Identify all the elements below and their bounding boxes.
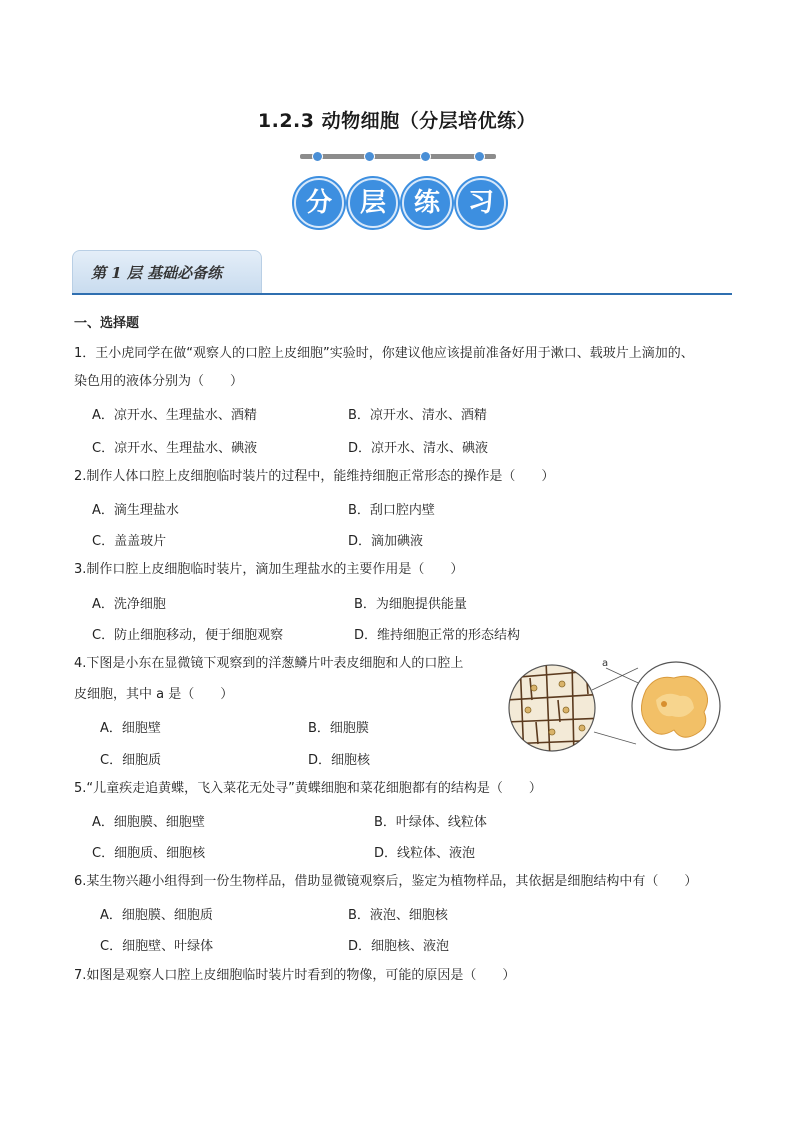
question-5: 5.“儿童疾走追黄蝶，飞入菜花无处寻”黄蝶细胞和菜花细胞都有的结构是（ ） (74, 781, 542, 796)
cell-figure-svg (506, 660, 722, 760)
badge-4: 习 (456, 178, 506, 228)
q2-option-d: D．滴加碘液 (348, 534, 424, 549)
question-1-cont: 染色用的液体分别为（ ） (74, 374, 244, 389)
layer-tab-label: 第 1 层 基础必备练 (91, 264, 223, 282)
question-4: 4.下图是小东在显微镜下观察到的洋葱鳞片叶表皮细胞和人的口腔上 (74, 656, 464, 671)
q5-option-b: B．叶绿体、线粒体 (374, 815, 487, 830)
q1-option-d: D．凉开水、清水、碘液 (348, 441, 489, 456)
title-ribbon (300, 151, 496, 165)
badge-2: 层 (348, 178, 398, 228)
question-2: 2.制作人体口腔上皮细胞临时装片的过程中，能维持细胞正常形态的操作是（ ） (74, 469, 555, 484)
layer-tab (72, 250, 262, 294)
q4-option-a: A．细胞壁 (100, 721, 161, 736)
q4-option-c: C．细胞质 (100, 753, 162, 768)
q3-option-a: A．洗净细胞 (92, 597, 166, 612)
question-3: 3.制作口腔上皮细胞临时装片，滴加生理盐水的主要作用是（ ） (74, 562, 464, 577)
badge-row (292, 178, 504, 228)
q3-option-c: C．防止细胞移动，便于细胞观察 (92, 628, 284, 643)
question-4-cont: 皮细胞，其中 a 是（ ） (74, 687, 234, 702)
section-heading: 一、选择题 (74, 316, 140, 331)
q6-option-a: A．细胞膜、细胞质 (100, 908, 213, 923)
q3-option-b: B．为细胞提供能量 (354, 597, 467, 612)
q2-option-a: A．滴生理盐水 (92, 503, 179, 518)
badge-1: 分 (294, 178, 344, 228)
q1-option-b: B．凉开水、清水、酒精 (348, 408, 487, 423)
q6-option-d: D．细胞核、液泡 (348, 939, 450, 954)
q1-option-c: C．凉开水、生理盐水、碘液 (92, 441, 258, 456)
page-title: 1.2.3 动物细胞（分层培优练） (257, 110, 537, 132)
cell-micrograph-figure (506, 660, 722, 760)
question-7: 7.如图是观察人口腔上皮细胞临时装片时看到的物像，可能的原因是（ ） (74, 968, 516, 983)
q4-option-b: B．细胞膜 (308, 721, 369, 736)
q1-option-a: A．凉开水、生理盐水、酒精 (92, 408, 257, 423)
q3-option-d: D．维持细胞正常的形态结构 (354, 628, 521, 643)
badge-3: 练 (402, 178, 452, 228)
q5-option-a: A．细胞膜、细胞壁 (92, 815, 205, 830)
question-1: 1．王小虎同学在做“观察人的口腔上皮细胞”实验时，你建议他应该提前准备好用于漱口、载玻片上滴加的、 (74, 346, 694, 361)
q2-option-b: B．刮口腔内壁 (348, 503, 435, 518)
q2-option-c: C．盖盖玻片 (92, 534, 167, 549)
figure-label-a: a (602, 658, 609, 669)
q6-option-b: B．液泡、细胞核 (348, 908, 448, 923)
q4-option-d: D．细胞核 (308, 753, 371, 768)
section-divider (72, 293, 732, 295)
question-6: 6.某生物兴趣小组得到一份生物样品，借助显微镜观察后，鉴定为植物样品，其依据是细胞结构中有（ ） (74, 874, 698, 889)
q5-option-c: C．细胞质、细胞核 (92, 846, 206, 861)
q5-option-d: D．线粒体、液泡 (374, 846, 476, 861)
q6-option-c: C．细胞壁、叶绿体 (100, 939, 214, 954)
